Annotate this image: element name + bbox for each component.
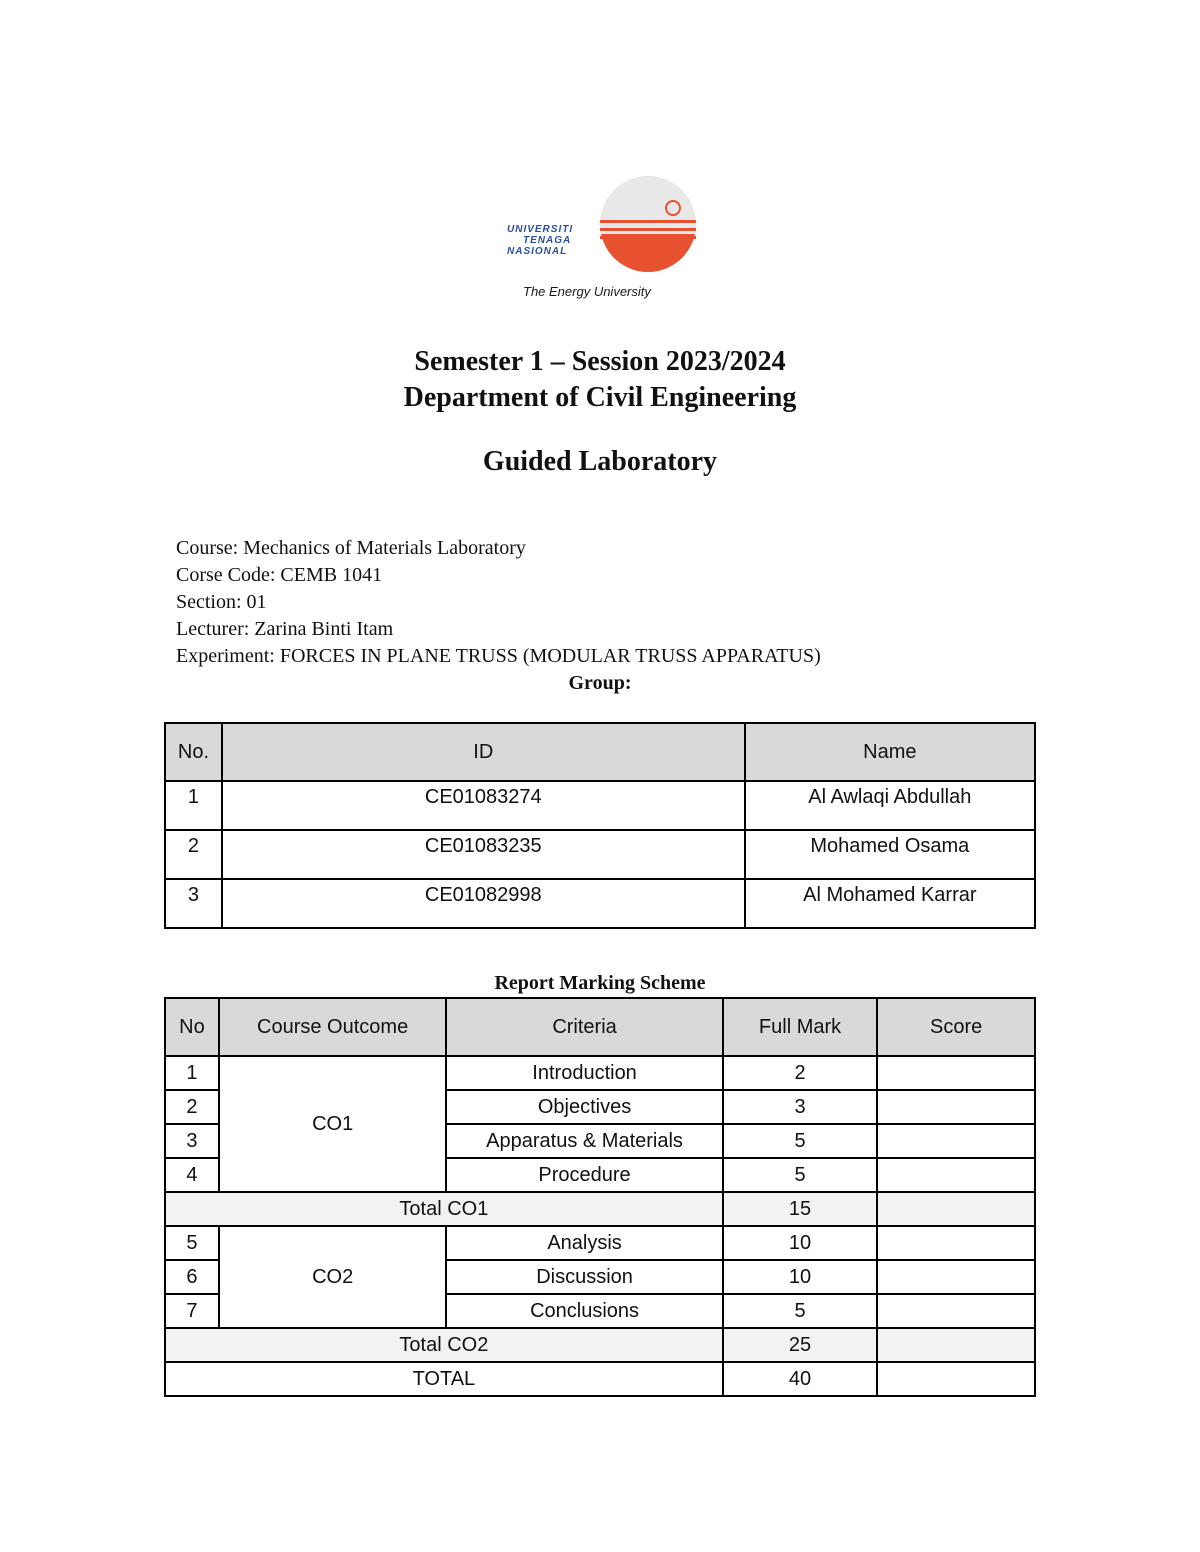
table-row — [165, 1226, 1035, 1260]
full-mark: 5 — [723, 1158, 878, 1192]
header-score: Score — [877, 998, 1035, 1056]
grand-total-row — [165, 1362, 1035, 1396]
score-cell[interactable] — [877, 1056, 1035, 1090]
criterion-name: Introduction — [446, 1056, 722, 1090]
header-no: No. — [165, 723, 222, 781]
member-id: CE01083274 — [222, 781, 745, 830]
criterion-no: 3 — [165, 1124, 219, 1158]
score-cell[interactable] — [877, 1090, 1035, 1124]
department-heading: Department of Civil Engineering — [403, 382, 797, 413]
full-mark: 5 — [723, 1124, 878, 1158]
full-mark: 3 — [723, 1090, 878, 1124]
score-cell[interactable] — [877, 1124, 1035, 1158]
criterion-name: Discussion — [446, 1260, 722, 1294]
semester-heading: Semester 1 – Session 2023/2024 — [414, 346, 786, 377]
total-label: Total CO1 — [165, 1192, 723, 1226]
lecturer-line: Lecturer: Zarina Binti Itam — [176, 618, 394, 640]
member-name: Al Mohamed Karrar — [745, 879, 1035, 928]
table-row — [165, 781, 1035, 830]
criterion-name: Apparatus & Materials — [446, 1124, 722, 1158]
full-mark: 10 — [723, 1226, 878, 1260]
member-name: Mohamed Osama — [745, 830, 1035, 879]
total-label: Total CO2 — [165, 1328, 723, 1362]
member-no: 3 — [165, 879, 222, 928]
header-criteria: Criteria — [446, 998, 722, 1056]
full-mark: 2 — [723, 1056, 878, 1090]
member-no: 2 — [165, 830, 222, 879]
criterion-no: 7 — [165, 1294, 219, 1328]
criterion-no: 4 — [165, 1158, 219, 1192]
score-cell[interactable] — [877, 1294, 1035, 1328]
criterion-no: 6 — [165, 1260, 219, 1294]
full-mark: 5 — [723, 1294, 878, 1328]
course-outcome-co1: CO1 — [219, 1056, 446, 1192]
table-row — [165, 879, 1035, 928]
course-line: Course: Mechanics of Materials Laboratory — [176, 537, 526, 559]
total-row-co1 — [165, 1192, 1035, 1226]
experiment-line: Experiment: FORCES IN PLANE TRUSS (MODULAR TRUSS APPARATUS) — [176, 645, 821, 667]
score-cell[interactable] — [877, 1192, 1035, 1226]
table-row — [165, 1056, 1035, 1090]
score-cell[interactable] — [877, 1328, 1035, 1362]
section-line: Section: 01 — [176, 591, 267, 613]
score-cell[interactable] — [877, 1260, 1035, 1294]
grand-total-mark: 40 — [723, 1362, 878, 1396]
members-table — [164, 722, 1036, 929]
table-header-row — [165, 998, 1035, 1056]
member-name: Al Awlaqi Abdullah — [745, 781, 1035, 830]
marking-scheme-title: Report Marking Scheme — [494, 972, 706, 994]
criterion-no: 5 — [165, 1226, 219, 1260]
full-mark: 10 — [723, 1260, 878, 1294]
criterion-name: Procedure — [446, 1158, 722, 1192]
criterion-no: 1 — [165, 1056, 219, 1090]
header-id: ID — [222, 723, 745, 781]
header-course-outcome: Course Outcome — [219, 998, 446, 1056]
header-full-mark: Full Mark — [723, 998, 878, 1056]
course-outcome-co2: CO2 — [219, 1226, 446, 1328]
member-no: 1 — [165, 781, 222, 830]
score-cell[interactable] — [877, 1158, 1035, 1192]
score-cell[interactable] — [877, 1226, 1035, 1260]
logo-stripes — [600, 220, 696, 250]
member-id: CE01083235 — [222, 830, 745, 879]
group-label: Group: — [568, 672, 632, 694]
table-row — [165, 830, 1035, 879]
criterion-name: Conclusions — [446, 1294, 722, 1328]
marking-scheme-table — [164, 997, 1036, 1397]
course-code-line: Corse Code: CEMB 1041 — [176, 564, 383, 586]
criterion-name: Analysis — [446, 1226, 722, 1260]
score-cell[interactable] — [877, 1362, 1035, 1396]
university-logo — [505, 174, 705, 304]
total-mark: 25 — [723, 1328, 878, 1362]
criterion-name: Objectives — [446, 1090, 722, 1124]
logo-text-line2: TENAGA — [523, 235, 572, 246]
lightbulb-icon — [665, 200, 681, 216]
table-header-row — [165, 723, 1035, 781]
member-id: CE01082998 — [222, 879, 745, 928]
logo-tagline: The Energy University — [523, 284, 651, 299]
criterion-no: 2 — [165, 1090, 219, 1124]
total-row-co2 — [165, 1328, 1035, 1362]
logo-text-line1: UNIVERSITI — [507, 224, 574, 235]
total-mark: 15 — [723, 1192, 878, 1226]
header-no: No — [165, 998, 219, 1056]
logo-text-line3: NASIONAL — [507, 246, 568, 257]
grand-total-label: TOTAL — [165, 1362, 723, 1396]
header-name: Name — [745, 723, 1035, 781]
page-title: Guided Laboratory — [482, 446, 718, 477]
